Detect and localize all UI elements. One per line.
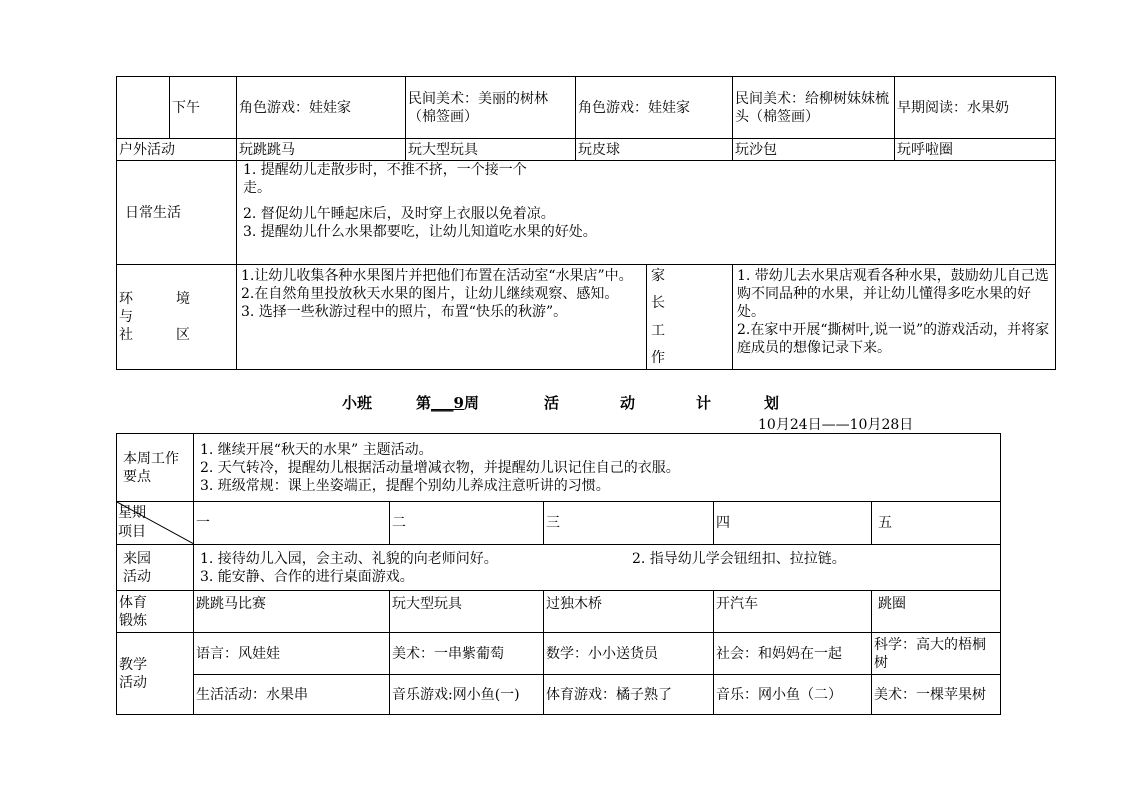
blank-cell <box>117 77 170 139</box>
afternoon-tue: 民间美术：美丽的树林（棉签画） <box>406 77 576 139</box>
parent-char-4: 作 <box>651 349 665 366</box>
day-wed: 三 <box>544 502 714 545</box>
daily-life-label: 日常生活 <box>117 161 237 265</box>
daily-life-content <box>237 161 1056 265</box>
teaching-tue-2: 音乐游戏:网小鱼(一) <box>390 675 544 715</box>
header-label-bottom: 项目 <box>118 524 146 540</box>
outdoor-label: 户外活动 <box>117 139 237 161</box>
afternoon-wed: 角色游戏：娃娃家 <box>576 77 733 139</box>
environment-label <box>117 265 237 370</box>
env-char-4: 社 <box>119 327 133 343</box>
teaching-fri-2: 美术：一棵苹果树 <box>872 675 1001 715</box>
day-mon: 一 <box>194 502 390 545</box>
focus-content <box>194 434 1001 502</box>
daily-line-1: 1. 提醒幼儿走散步时，不推不挤，一个接一个 <box>243 162 527 178</box>
title-word-4: 划 <box>764 393 780 412</box>
title-word-1: 活 <box>544 393 560 412</box>
env-char-5: 区 <box>176 327 190 343</box>
focus-line-2: 2. 天气转冷，提醒幼儿根据活动量增减衣物，并提醒幼儿识记住自己的衣服。 <box>200 459 680 476</box>
parents-label <box>647 265 703 369</box>
env-char-1: 环 <box>119 291 133 307</box>
environment-content <box>237 265 647 369</box>
arrival-item-3: 3. 能安静、合作的进行桌面游戏。 <box>200 568 414 585</box>
day-tue: 二 <box>390 502 544 545</box>
date-range: 10月24日——10月28日 <box>758 417 914 433</box>
daily-line-4: 3. 提醒幼儿什么水果都要吃，让幼儿知道吃水果的好处。 <box>243 224 597 240</box>
teaching-label: 教学活动 <box>117 633 194 715</box>
pe-thu: 开汽车 <box>714 591 872 633</box>
teaching-thu-2: 音乐：网小鱼（二） <box>714 675 872 715</box>
title-week: 第___9周 <box>416 393 479 412</box>
afternoon-thu: 民间美术：给柳树妹妹梳头（棉签画） <box>733 77 895 139</box>
pe-tue: 玩大型玩具 <box>390 591 544 633</box>
teaching-wed-1: 数学：小小送货员 <box>544 633 714 675</box>
teaching-mon-1: 语言：风娃娃 <box>194 633 390 675</box>
arrival-item-1: 1. 接待幼儿入园，会主动、礼貌的向老师问好。 <box>200 550 498 567</box>
teaching-thu-1: 社会：和妈妈在一起 <box>714 633 872 675</box>
afternoon-row <box>117 77 1056 139</box>
parent-char-3: 工 <box>651 322 665 339</box>
outdoor-mon: 玩跳跳马 <box>237 139 406 161</box>
outdoor-thu: 玩沙包 <box>733 139 895 161</box>
daily-line-2: 走。 <box>243 180 271 196</box>
environment-row <box>117 265 1056 370</box>
title-word-2: 动 <box>620 393 636 412</box>
pe-mon: 跳跳马比赛 <box>194 591 390 633</box>
pe-label: 体育锻炼 <box>117 591 194 633</box>
teaching-row-2 <box>117 675 1001 715</box>
parent-char-1: 家 <box>651 268 665 284</box>
environment-content-wrap <box>237 265 733 370</box>
arrival-row <box>117 545 1001 591</box>
header-label-top: 星期 <box>118 505 146 521</box>
focus-line-3: 3. 班级常规：课上坐姿端正，提醒个别幼儿养成注意听讲的习惯。 <box>200 477 610 494</box>
teaching-row-1 <box>117 633 1001 675</box>
parents-content <box>733 265 1056 370</box>
focus-row <box>117 434 1001 502</box>
pe-fri: 跳圈 <box>872 591 1001 633</box>
env-line-3: 3. 选择一些秋游过程中的照片，布置“快乐的秋游”。 <box>241 304 568 320</box>
arrival-label: 来园活动 <box>117 545 194 591</box>
daily-line-3: 2. 督促幼儿午睡起床后，及时穿上衣服以免着凉。 <box>243 206 555 222</box>
focus-label: 本周工作要点 <box>117 434 194 502</box>
pe-row <box>117 591 1001 633</box>
parents-line-1: 1. 带幼儿去水果店观看各种水果，鼓励幼儿自己选购不同品种的水果，并让幼儿懂得多吃水果的好处。 <box>737 268 1049 320</box>
env-char-2: 境 <box>176 291 190 307</box>
env-line-2: 2.在自然角里投放秋天水果的图片，让幼儿继续观察、感知。 <box>241 286 619 302</box>
upper-schedule-table <box>116 76 1056 370</box>
env-char-3: 与 <box>119 309 133 325</box>
arrival-content <box>194 545 1001 591</box>
title-word-3: 计 <box>696 393 712 412</box>
daily-life-row <box>117 161 1056 265</box>
pe-wed: 过独木桥 <box>544 591 714 633</box>
afternoon-label: 下午 <box>170 77 237 139</box>
afternoon-mon: 角色游戏：娃娃家 <box>237 77 406 139</box>
weekday-header-label <box>117 502 194 545</box>
day-thu: 四 <box>714 502 872 545</box>
weekday-header-row <box>117 502 1001 545</box>
parent-char-2: 长 <box>651 295 665 312</box>
plan-title <box>342 391 802 413</box>
parents-line-2: 2.在家中开展“撕树叶,说一说”的游戏活动，并将家庭成员的想像记录下来。 <box>737 322 1050 356</box>
outdoor-tue: 玩大型玩具 <box>406 139 576 161</box>
day-fri: 五 <box>872 502 1001 545</box>
arrival-item-2: 2. 指导幼儿学会钮纽扣、拉拉链。 <box>632 550 846 567</box>
weekly-plan-table <box>116 433 1001 715</box>
afternoon-fri: 早期阅读：水果奶 <box>895 77 1056 139</box>
focus-line-1: 1. 继续开展“秋天的水果” 主题活动。 <box>200 441 433 458</box>
teaching-mon-2: 生活活动：水果串 <box>194 675 390 715</box>
teaching-tue-1: 美术：一串紫葡萄 <box>390 633 544 675</box>
teaching-fri-1: 科学：高大的梧桐树 <box>872 633 1001 675</box>
outdoor-row <box>117 139 1056 161</box>
title-class: 小班 <box>342 393 373 412</box>
teaching-wed-2: 体育游戏：橘子熟了 <box>544 675 714 715</box>
env-line-1: 1.让幼儿收集各种水果图片并把他们布置在活动室“水果店”中。 <box>241 268 633 284</box>
outdoor-fri: 玩呼啦圈 <box>895 139 1056 161</box>
outdoor-wed: 玩皮球 <box>576 139 733 161</box>
